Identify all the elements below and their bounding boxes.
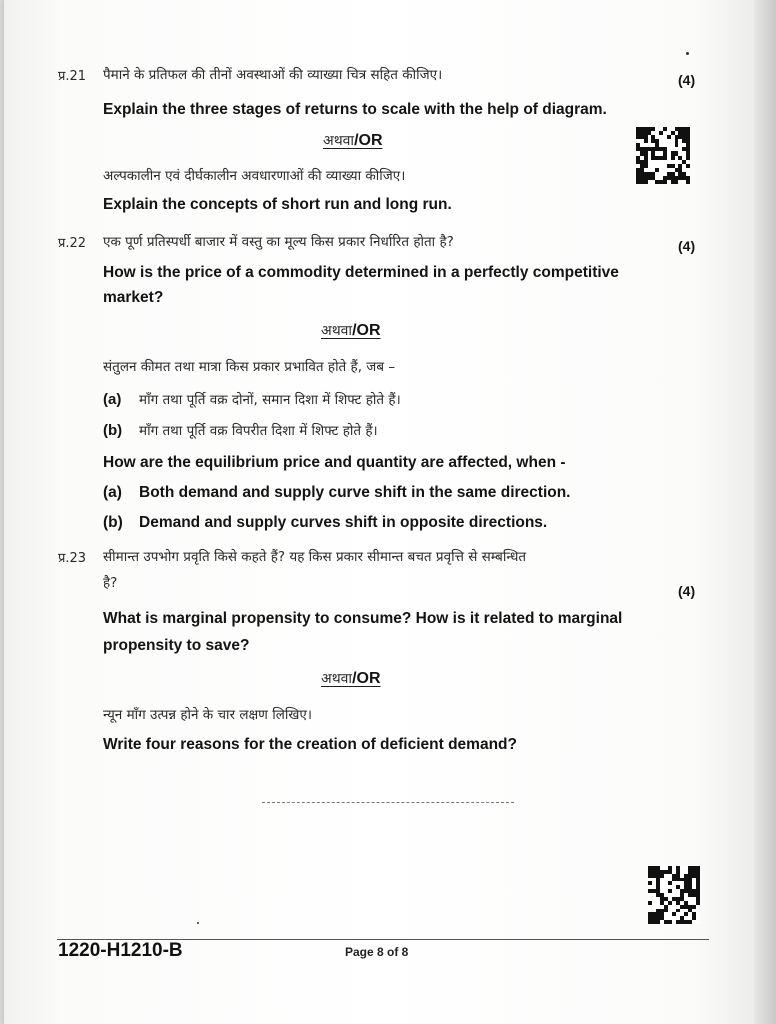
q22-or-english-b-text: Demand and supply curves shift in opposite directions. bbox=[139, 514, 548, 531]
q22-or-hindi-a bbox=[103, 390, 401, 408]
label-b: (b) bbox=[103, 514, 123, 531]
q22-number: प्र.22 bbox=[58, 236, 87, 251]
q23-hindi-line2: है? bbox=[103, 575, 118, 591]
q23-number: प्र.23 bbox=[58, 551, 87, 566]
q22-or-english-b bbox=[103, 514, 547, 532]
or-label-hindi: अथवा bbox=[321, 671, 353, 687]
q22-or-english-a bbox=[103, 484, 571, 502]
q21-english-text: Explain the three stages of returns to scale with the help of diagram. bbox=[103, 101, 607, 118]
qr-code-top bbox=[636, 127, 690, 184]
qr-module bbox=[686, 180, 690, 184]
label-a: (a) bbox=[103, 484, 122, 501]
q23-or-heading bbox=[321, 668, 381, 688]
q22-or-hindi-a-text: माँग तथा पूर्ति वक्र दोनों, समान दिशा में शिफ्ट होते हैं। bbox=[139, 392, 401, 408]
or-label-sep: / bbox=[352, 322, 357, 339]
q22-or-heading bbox=[321, 320, 381, 340]
q21-hindi-text: पैमाने के प्रतिफल की तीनों अवस्थाओं की व्याख्या चित्र सहित कीजिए। bbox=[103, 67, 443, 83]
q22-or-hindi-b-text: माँग तथा पूर्ति वक्र विपरीत दिशा में शिफ्ट होते हैं। bbox=[139, 423, 378, 439]
q21-number: प्र.21 bbox=[58, 69, 87, 84]
or-label-english: OR bbox=[358, 132, 383, 149]
end-divider bbox=[262, 802, 514, 803]
q22-marks: (4) bbox=[678, 238, 696, 254]
q22-or-english-a-text: Both demand and supply curve shift in the same direction. bbox=[139, 484, 571, 501]
q21-marks: (4) bbox=[678, 72, 696, 88]
q23-hindi-line1: सीमान्त उपभोग प्रवृति किसे कहते हैं? यह किस प्रकार सीमान्त बचत प्रवृत्ति से सम्बन्धित bbox=[103, 549, 527, 565]
q22-or-english-text: How are the equilibrium price and quantity are affected, when - bbox=[103, 454, 566, 471]
or-label-hindi: अथवा bbox=[321, 323, 353, 339]
page-edge-shadow bbox=[754, 0, 776, 1024]
qr-code-bottom bbox=[648, 866, 700, 924]
or-label-english: OR bbox=[356, 670, 381, 687]
q22-english-line1: How is the price of a commodity determined in a perfectly competitive bbox=[103, 264, 619, 281]
label-b: (b) bbox=[103, 422, 123, 439]
q23-or-hindi-text: न्यून माँग उत्पन्न होने के चार लक्षण लिखिए। bbox=[103, 707, 312, 723]
paper-speck bbox=[686, 52, 689, 55]
q22-or-hindi-text: संतुलन कीमत तथा मात्रा किस प्रकार प्रभावित होते हैं, जब – bbox=[103, 359, 396, 375]
or-label-sep: / bbox=[354, 132, 359, 149]
qr-module bbox=[696, 920, 700, 924]
or-label-english: OR bbox=[356, 322, 381, 339]
q22-english-line2: market? bbox=[103, 289, 164, 306]
q21-or-heading bbox=[323, 130, 383, 150]
q23-english-line2: propensity to save? bbox=[103, 637, 250, 654]
page-number: Page 8 of 8 bbox=[345, 945, 409, 959]
q23-or-english-text: Write four reasons for the creation of deficient demand? bbox=[103, 736, 517, 753]
q22-hindi-text: एक पूर्ण प्रतिस्पर्धी बाजार में वस्तु का मूल्य किस प्रकार निर्धारित होता है? bbox=[103, 234, 454, 250]
paper-code: 1220-H1210-B bbox=[58, 940, 183, 961]
or-label-sep: / bbox=[352, 670, 357, 687]
q21-or-english-text: Explain the concepts of short run and long run. bbox=[103, 196, 452, 213]
or-label-hindi: अथवा bbox=[323, 133, 355, 149]
paper-speck bbox=[197, 922, 199, 924]
label-a: (a) bbox=[103, 391, 122, 408]
q21-or-hindi-text: अल्पकालीन एवं दीर्घकालीन अवधारणाओं की व्याख्या कीजिए। bbox=[103, 168, 406, 184]
q23-marks: (4) bbox=[678, 583, 696, 599]
q23-english-line1: What is marginal propensity to consume? How is it related to marginal bbox=[103, 610, 623, 627]
q22-or-hindi-b bbox=[103, 421, 378, 439]
